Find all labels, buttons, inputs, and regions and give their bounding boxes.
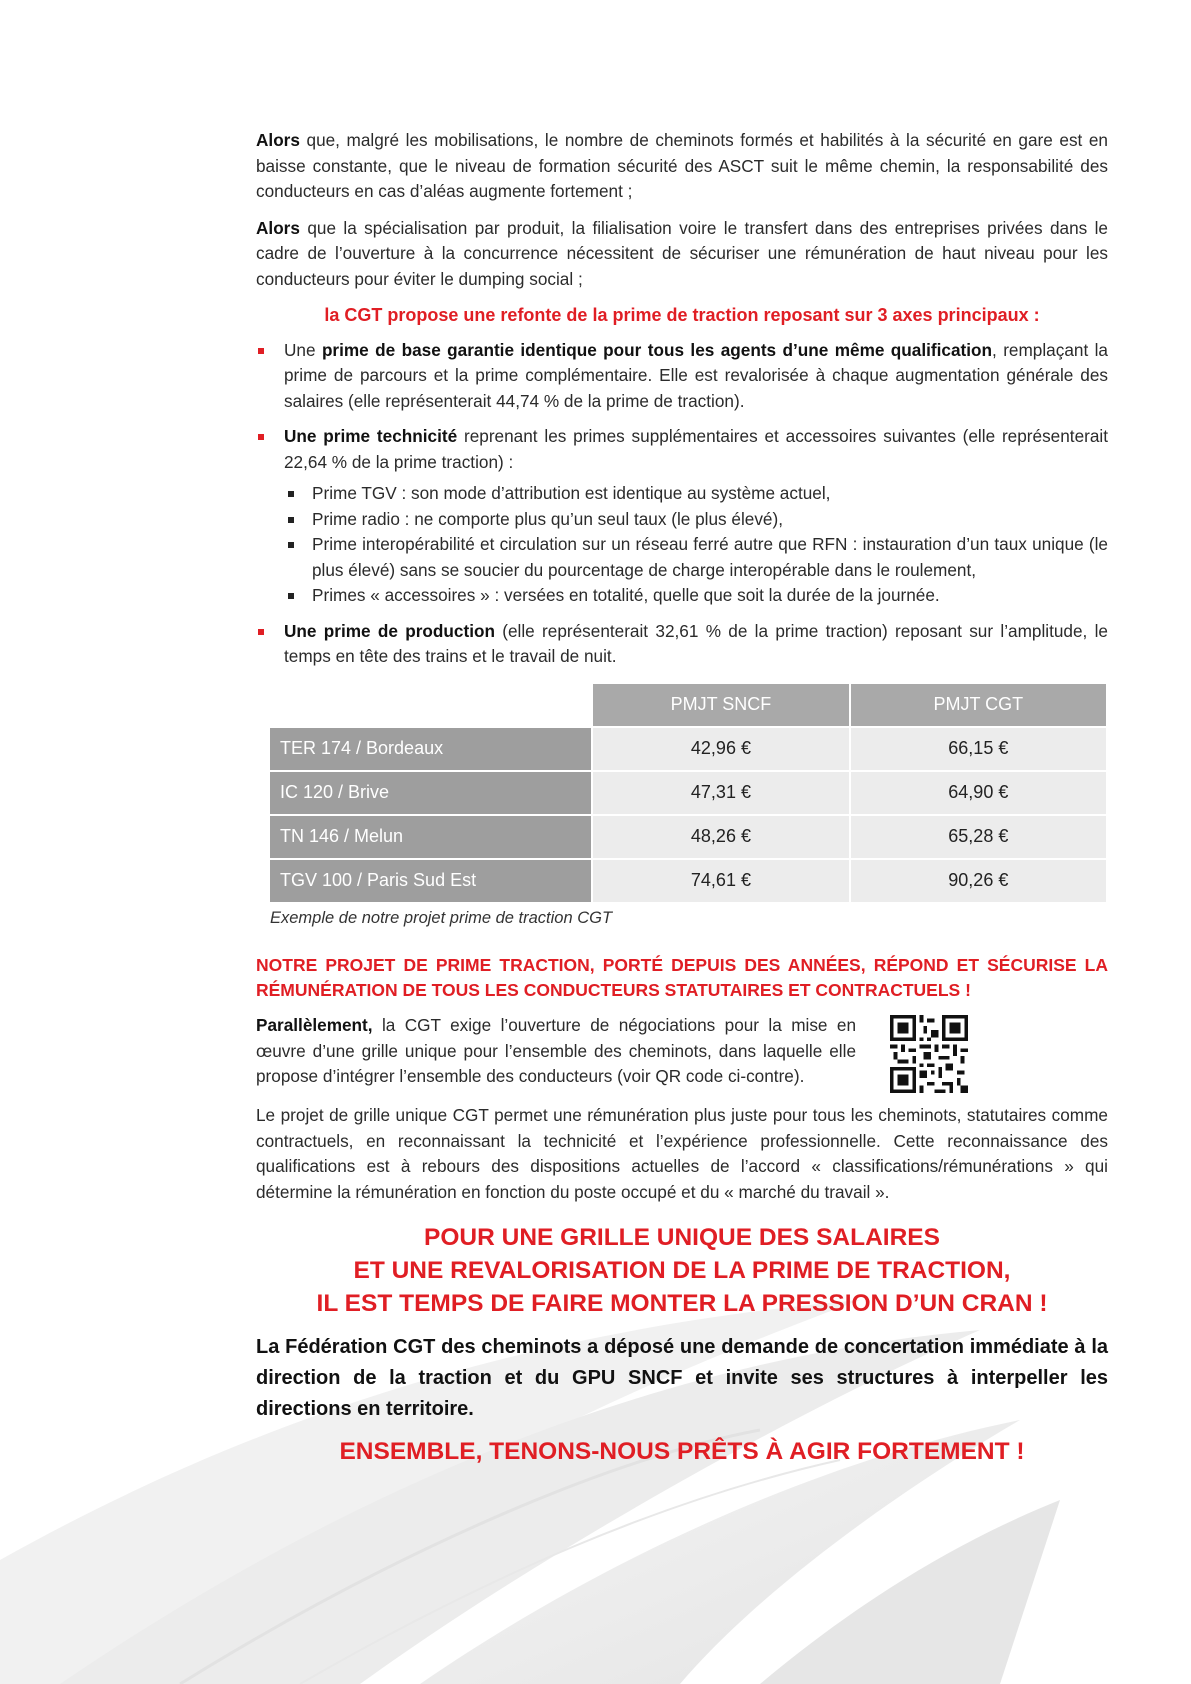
cell-sncf: 48,26 € bbox=[593, 816, 848, 858]
pmjt-comparison-table bbox=[268, 682, 1108, 904]
sub-item: Prime radio : ne comporte plus qu’un seul taux (le plus élevé), bbox=[284, 507, 1108, 533]
paragraph-text: que, malgré les mobilisations, le nombre de cheminots formés et habilités à la sécurité en gare est en baisse constante, que le niveau de formation sécurité des ASCT suit le même chemin, la responsabilité des conducteurs en cas d’aléas augmente fortement ; bbox=[256, 130, 1108, 201]
alert-statement: NOTRE PROJET DE PRIME TRACTION, PORTÉ DEPUIS DES ANNÉES, RÉPOND ET SÉCURISE LA RÉMUNÉRATION DE TOUS LES CONDUCTEURS STATUTAIRES ET CONTRACTUELS ! bbox=[256, 955, 1108, 1000]
paragraph-text: que la spécialisation par produit, la filialisation voire le transfert dans des entreprises privées dans le cadre de l’ouverture à la concurrence nécessitent de sécuriser une rémunération de haut niveau pour les conducteurs pour éviter le dumping social ; bbox=[256, 217, 1108, 289]
cell-cgt: 66,15 € bbox=[851, 728, 1106, 770]
slogan-line: POUR UNE GRILLE UNIQUE DES SALAIRES bbox=[424, 1224, 940, 1251]
row-label: TN 146 / Melun bbox=[270, 816, 591, 858]
cell-cgt: 90,26 € bbox=[851, 860, 1106, 902]
list-item-prime-base bbox=[256, 338, 1108, 415]
paragraph-specialisation bbox=[256, 216, 1108, 293]
bullet-text: (elle représenterait 32,61 % de la prime traction) reposant sur l’amplitude, le temps en tête des trains et le travail de nuit. bbox=[284, 620, 1108, 666]
sub-item: Prime interopérabilité et circulation sur un réseau ferré autre que RFN : instauration d’un taux unique (le plus élevé) sans se soucier du pourcentage de charge interopérable dans le roulement, bbox=[284, 532, 1108, 583]
negotiation-paragraph bbox=[256, 1013, 856, 1090]
table-row bbox=[270, 860, 1106, 902]
paragraph-lead: Parallèlement, bbox=[256, 1015, 373, 1035]
cell-sncf: 47,31 € bbox=[593, 772, 848, 814]
row-label: TER 174 / Bordeaux bbox=[270, 728, 591, 770]
table-row bbox=[270, 816, 1106, 858]
table-header-row bbox=[270, 684, 1106, 726]
table-row bbox=[270, 728, 1106, 770]
paragraph-securite bbox=[256, 128, 1108, 205]
slogan-line: IL EST TEMPS DE FAIRE MONTER LA PRESSION D’UN CRAN ! bbox=[316, 1290, 1048, 1317]
table-corner bbox=[270, 684, 591, 726]
cell-sncf: 74,61 € bbox=[593, 860, 848, 902]
bullet-bold: Une prime de production bbox=[284, 620, 495, 641]
qr-code-icon[interactable] bbox=[890, 1015, 968, 1093]
bullet-bold: Une prime technicité bbox=[284, 426, 458, 446]
list-item-prime-technicite bbox=[256, 424, 1108, 609]
sub-item: Prime TGV : son mode d’attribution est identique au système actuel, bbox=[284, 481, 1108, 507]
cell-cgt: 64,90 € bbox=[851, 772, 1106, 814]
column-header-sncf: PMJT SNCF bbox=[593, 684, 848, 726]
bullet-text: , remplaçant la prime de parcours et la prime complémentaire. Elle est revalorisée à chaque augmentation générale des salaires (elle représenterait 44,74 % de la prime de traction). bbox=[284, 339, 1108, 411]
grille-unique-paragraph: Le projet de grille unique CGT permet une rémunération plus juste pour tous les cheminots, statutaires comme contractuels, en reconnaissant la technicité et l’expérience professionnelle. Cette reconnaissance des qualifications est à rebours des dispositions actuelles de l’accord « classifications/rémunérations » qui détermine la rémunération en fonction du poste occupé et du « marché du travail ». bbox=[256, 1105, 1108, 1202]
technicite-sublist bbox=[284, 481, 1108, 609]
row-label: TGV 100 / Paris Sud Est bbox=[270, 860, 591, 902]
cell-sncf: 42,96 € bbox=[593, 728, 848, 770]
bullet-text: reprenant les primes supplémentaires et accessoires suivantes (elle représenterait 22,64 % de la prime traction) : bbox=[284, 426, 1108, 472]
bullet-text: Une bbox=[284, 339, 322, 360]
cgt-proposal-heading: la CGT propose une refonte de la prime de traction reposant sur 3 axes principaux : bbox=[324, 305, 1040, 325]
document-body bbox=[256, 128, 1108, 1465]
cell-cgt: 65,28 € bbox=[851, 816, 1106, 858]
slogan-line: ET UNE REVALORISATION DE LA PRIME DE TRACTION, bbox=[353, 1257, 1011, 1284]
qr-section bbox=[256, 1013, 1108, 1093]
federation-statement: La Fédération CGT des cheminots a déposé une demande de concertation immédiate à la direction de la traction et du GPU SNCF et invite ses structures à interpeller les directions en territoire. bbox=[256, 1336, 1108, 1420]
column-header-cgt: PMJT CGT bbox=[851, 684, 1106, 726]
row-label: IC 120 / Brive bbox=[270, 772, 591, 814]
bullet-bold: prime de base garantie identique pour tous les agents d’une même qualification bbox=[321, 339, 993, 360]
paragraph-text: la CGT exige l’ouverture de négociations pour la mise en œuvre d’une grille unique pour l’ensemble des cheminots, dans laquelle elle propose d’intégrer l’ensemble des conducteurs (voir QR code ci-contre). bbox=[256, 1015, 856, 1086]
paragraph-lead: Alors bbox=[256, 130, 300, 150]
list-item-prime-production bbox=[256, 619, 1108, 670]
paragraph-lead: Alors bbox=[256, 217, 300, 238]
slogan-block bbox=[256, 1221, 1108, 1320]
sub-item: Primes « accessoires » : versées en totalité, quelle que soit la durée de la journée. bbox=[284, 583, 1108, 609]
final-call-to-action: ENSEMBLE, TENONS-NOUS PRÊTS À AGIR FORTEMENT ! bbox=[339, 1438, 1025, 1465]
axes-list bbox=[256, 338, 1108, 670]
table-caption: Exemple de notre projet prime de traction CGT bbox=[270, 908, 613, 927]
table-row bbox=[270, 772, 1106, 814]
